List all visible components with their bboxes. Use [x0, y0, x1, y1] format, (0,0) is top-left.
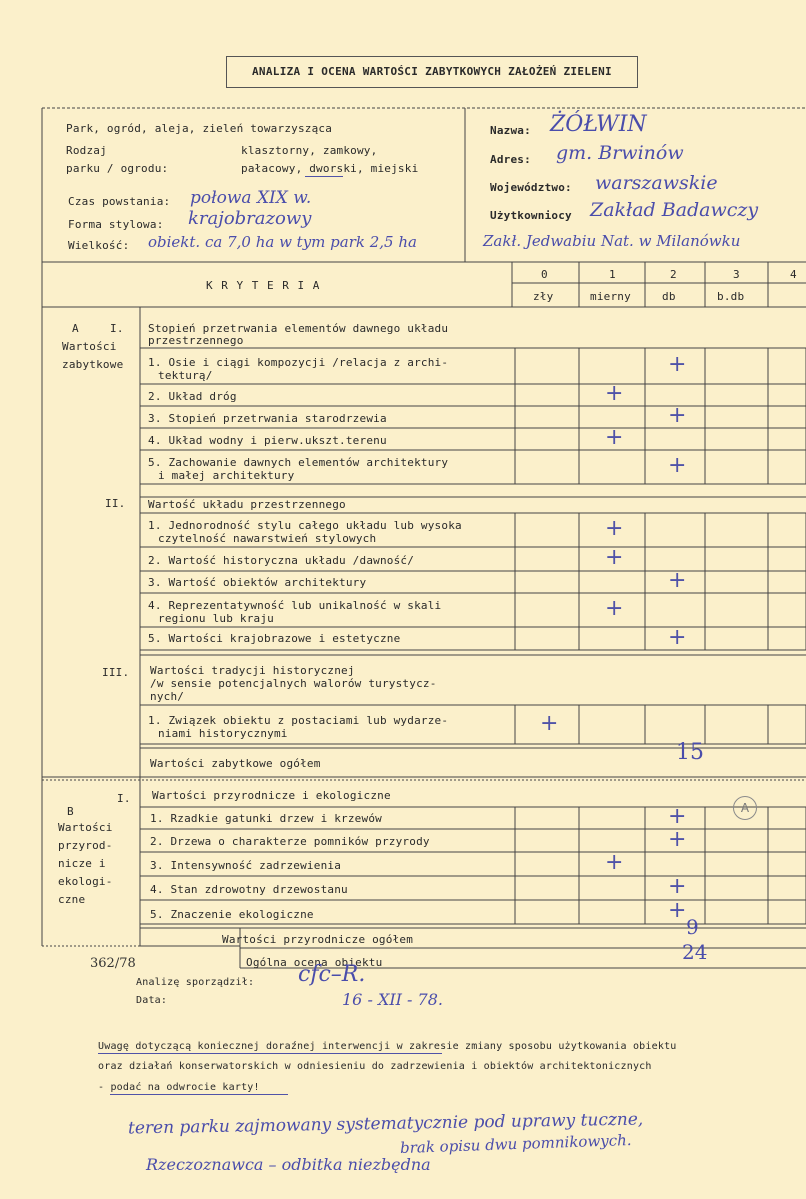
wielkosc-value: obiekt. ca 7,0 ha w tym park 2,5 ha	[148, 233, 417, 251]
criterion-b-1: 1. Rzadkie gatunki drzew i krzewów	[150, 812, 382, 825]
stamp-mark: A	[733, 796, 757, 820]
section-a-name-2: zabytkowe	[62, 358, 124, 371]
criterion-a1-3: 3. Stopień przetrwania starodrzewia	[148, 412, 387, 425]
note-line-1: Uwagę dotyczącą koniecznej doraźnej interwencji w zakresie zmiany sposobu użytkowania obiektu	[98, 1041, 677, 1052]
rating-mark-a-9: +	[605, 596, 624, 621]
criterion-a1-1-line-2: tekturą/	[158, 369, 213, 382]
author-signature: cfc–R.	[298, 962, 366, 987]
czas-value: połowa XIX w.	[190, 188, 312, 208]
note-line-2: oraz działań konserwatorskich w odniesieniu do zadrzewienia i obiektów architektonicznych	[98, 1061, 652, 1072]
note-line-3-underline	[110, 1094, 288, 1095]
section-b-name-5: czne	[58, 893, 86, 906]
date-value: 16 - XII - 78.	[342, 990, 443, 1009]
section-b-name-1: Wartości	[58, 821, 113, 834]
nazwa-value: ŻÓŁWIN	[550, 112, 647, 137]
document-title: ANALIZA I OCENA WARTOŚCI ZABYTKOWYCH ZAŁOŻEŃ ZIELENI	[252, 65, 612, 78]
criterion-a2-4-line-2: regionu lub kraju	[158, 612, 274, 625]
criterion-a2-5: 5. Wartości krajobrazowe i estetyczne	[148, 632, 401, 645]
section-b-name-2: przyrod-	[58, 839, 113, 852]
section-a-name-1: Wartości	[62, 340, 117, 353]
col-0-num: 0	[541, 268, 548, 281]
section-b-name-4: ekologi-	[58, 875, 113, 888]
rating-mark-a-4: +	[605, 425, 624, 450]
criterion-a1-2: 2. Układ dróg	[148, 390, 237, 403]
rating-mark-a-10: +	[668, 624, 687, 650]
col-3-name: b.db	[717, 290, 745, 303]
overall-label: Ogólna ocena obiektu	[246, 956, 383, 969]
note-underline	[98, 1053, 442, 1054]
criterion-a2-2: 2. Wartość historyczna układu /dawność/	[148, 554, 415, 567]
group-3-title-1: Wartości tradycji historycznej	[150, 664, 355, 677]
uzytkownicy-value-2: Zakł. Jedwabiu Nat. w Milanówku	[483, 232, 741, 250]
group-2-roman: II.	[105, 497, 126, 510]
rating-mark-b-3: +	[605, 850, 624, 875]
rating-mark-b-2: +	[668, 826, 687, 852]
criterion-a2-1-line-2: czytelność nawarstwień stylowych	[158, 532, 377, 545]
group-3-roman: III.	[102, 666, 130, 679]
rating-mark-a-2: +	[605, 381, 624, 406]
group-3-title-3: nych/	[150, 690, 185, 703]
group-1-title-1: Stopień przetrwania elementów dawnego układu	[148, 322, 449, 335]
uzytkownicy-label: Użytkowniocy	[490, 209, 572, 222]
section-b-letter: B	[67, 805, 74, 818]
note-line-3: - podać na odwrocie karty!	[98, 1082, 260, 1093]
section-a-total-value: 15	[676, 740, 704, 765]
parku-ogrodu-label: parku / ogrodu:	[66, 162, 169, 175]
criterion-b-4: 4. Stan zdrowotny drzewostanu	[150, 883, 348, 896]
group-3-title-2: /w sensie potencjalnych walorów turystycz-	[150, 677, 437, 690]
handwritten-note-1: teren parku zajmowany systematycznie pod uprawy tuczne,	[127, 1109, 644, 1139]
section-b-title: Wartości przyrodnicze i ekologiczne	[152, 789, 391, 802]
criterion-b-5: 5. Znaczenie ekologiczne	[150, 908, 314, 921]
adres-value: gm. Brwinów	[556, 142, 684, 164]
park-kind-options-1: klasztorny, zamkowy,	[241, 144, 378, 157]
czas-label: Czas powstania:	[68, 195, 171, 208]
rating-mark-a-3: +	[668, 403, 687, 428]
author-label: Analizę sporządził:	[136, 977, 255, 988]
group-1-title-2: przestrzennego	[148, 334, 244, 347]
col-2-name: db	[662, 290, 676, 303]
rodzaj-label: Rodzaj	[66, 144, 107, 157]
handwritten-note-2: brak opisu dwu pomnikowych.	[399, 1130, 632, 1158]
rating-mark-a-7: +	[605, 545, 624, 570]
rating-mark-a-1: +	[668, 352, 687, 377]
col-1-name: mierny	[590, 290, 631, 303]
wielkosc-label: Wielkość:	[68, 239, 130, 252]
criterion-a2-3: 3. Wartość obiektów architektury	[148, 576, 367, 589]
section-b-total-value: 9	[686, 915, 699, 939]
forma-value: krajobrazowy	[188, 208, 312, 229]
rating-mark-b-1: +	[668, 804, 687, 829]
criterion-a1-5-line-2: i małej architektury	[158, 469, 295, 482]
criterion-a2-1-line-1: 1. Jednorodność stylu całego układu lub wysoka	[148, 519, 462, 532]
park-type-line: Park, ogród, aleja, zieleń towarzysząca	[66, 122, 333, 135]
dworski-underline	[305, 176, 343, 177]
col-1-num: 1	[609, 268, 616, 281]
criterion-row-box	[140, 381, 806, 406]
overall-value: 24	[682, 940, 708, 964]
nazwa-label: Nazwa:	[490, 124, 531, 137]
col-4-num: 4	[790, 268, 797, 281]
criterion-a3-1-line-2: niami historycznymi	[158, 727, 288, 740]
col-0-name: zły	[533, 290, 554, 303]
wojewodztwo-label: Województwo:	[490, 181, 572, 194]
rating-mark-a-6: +	[605, 516, 624, 541]
reference-number: 362/78	[90, 956, 136, 971]
criterion-b-3: 3. Intensywność zadrzewienia	[150, 859, 342, 872]
section-a-total-label: Wartości zabytkowe ogółem	[150, 757, 321, 770]
section-a-letter: A	[72, 322, 79, 335]
rating-mark-a-11: +	[540, 710, 559, 736]
criterion-a1-4: 4. Układ wodny i pierw.ukszt.terenu	[148, 434, 387, 447]
adres-label: Adres:	[490, 153, 531, 166]
forma-label: Forma stylowa:	[68, 218, 164, 231]
rating-mark-b-5: +	[668, 898, 687, 923]
uzytkownicy-value-1: Zakład Badawczy	[590, 199, 759, 221]
section-b-total-label: Wartości przyrodnicze ogółem	[222, 933, 414, 946]
wojewodztwo-value: warszawskie	[595, 172, 718, 194]
criterion-b-2: 2. Drzewa o charakterze pomników przyrody	[150, 835, 430, 848]
col-3-num: 3	[733, 268, 740, 281]
date-label: Data:	[136, 995, 168, 1006]
handwritten-note-3: Rzeczoznawca – odbitka niezbędna	[146, 1155, 431, 1174]
criterion-a1-1-line-1: 1. Osie i ciągi kompozycji /relacja z archi-	[148, 356, 449, 369]
group-2-title: Wartość układu przestrzennego	[148, 498, 346, 511]
section-b-name-3: nicze i	[58, 857, 106, 870]
criterion-a3-1-line-1: 1. Związek obiektu z postaciami lub wydarze-	[148, 714, 449, 727]
col-2-num: 2	[670, 268, 677, 281]
section-b-roman: I.	[117, 792, 131, 805]
criterion-a2-4-line-1: 4. Reprezentatywność lub unikalność w skali	[148, 599, 442, 612]
rating-mark-a-5: +	[668, 453, 687, 478]
rating-mark-a-8: +	[668, 568, 687, 593]
rating-mark-b-4: +	[668, 874, 687, 899]
group-1-roman: I.	[110, 322, 124, 335]
criteria-header-label: K R Y T E R I A	[206, 279, 321, 292]
criterion-a1-5-line-1: 5. Zachowanie dawnych elementów architektury	[148, 456, 449, 469]
park-kind-options-2: pałacowy, dworski, miejski	[241, 162, 419, 175]
